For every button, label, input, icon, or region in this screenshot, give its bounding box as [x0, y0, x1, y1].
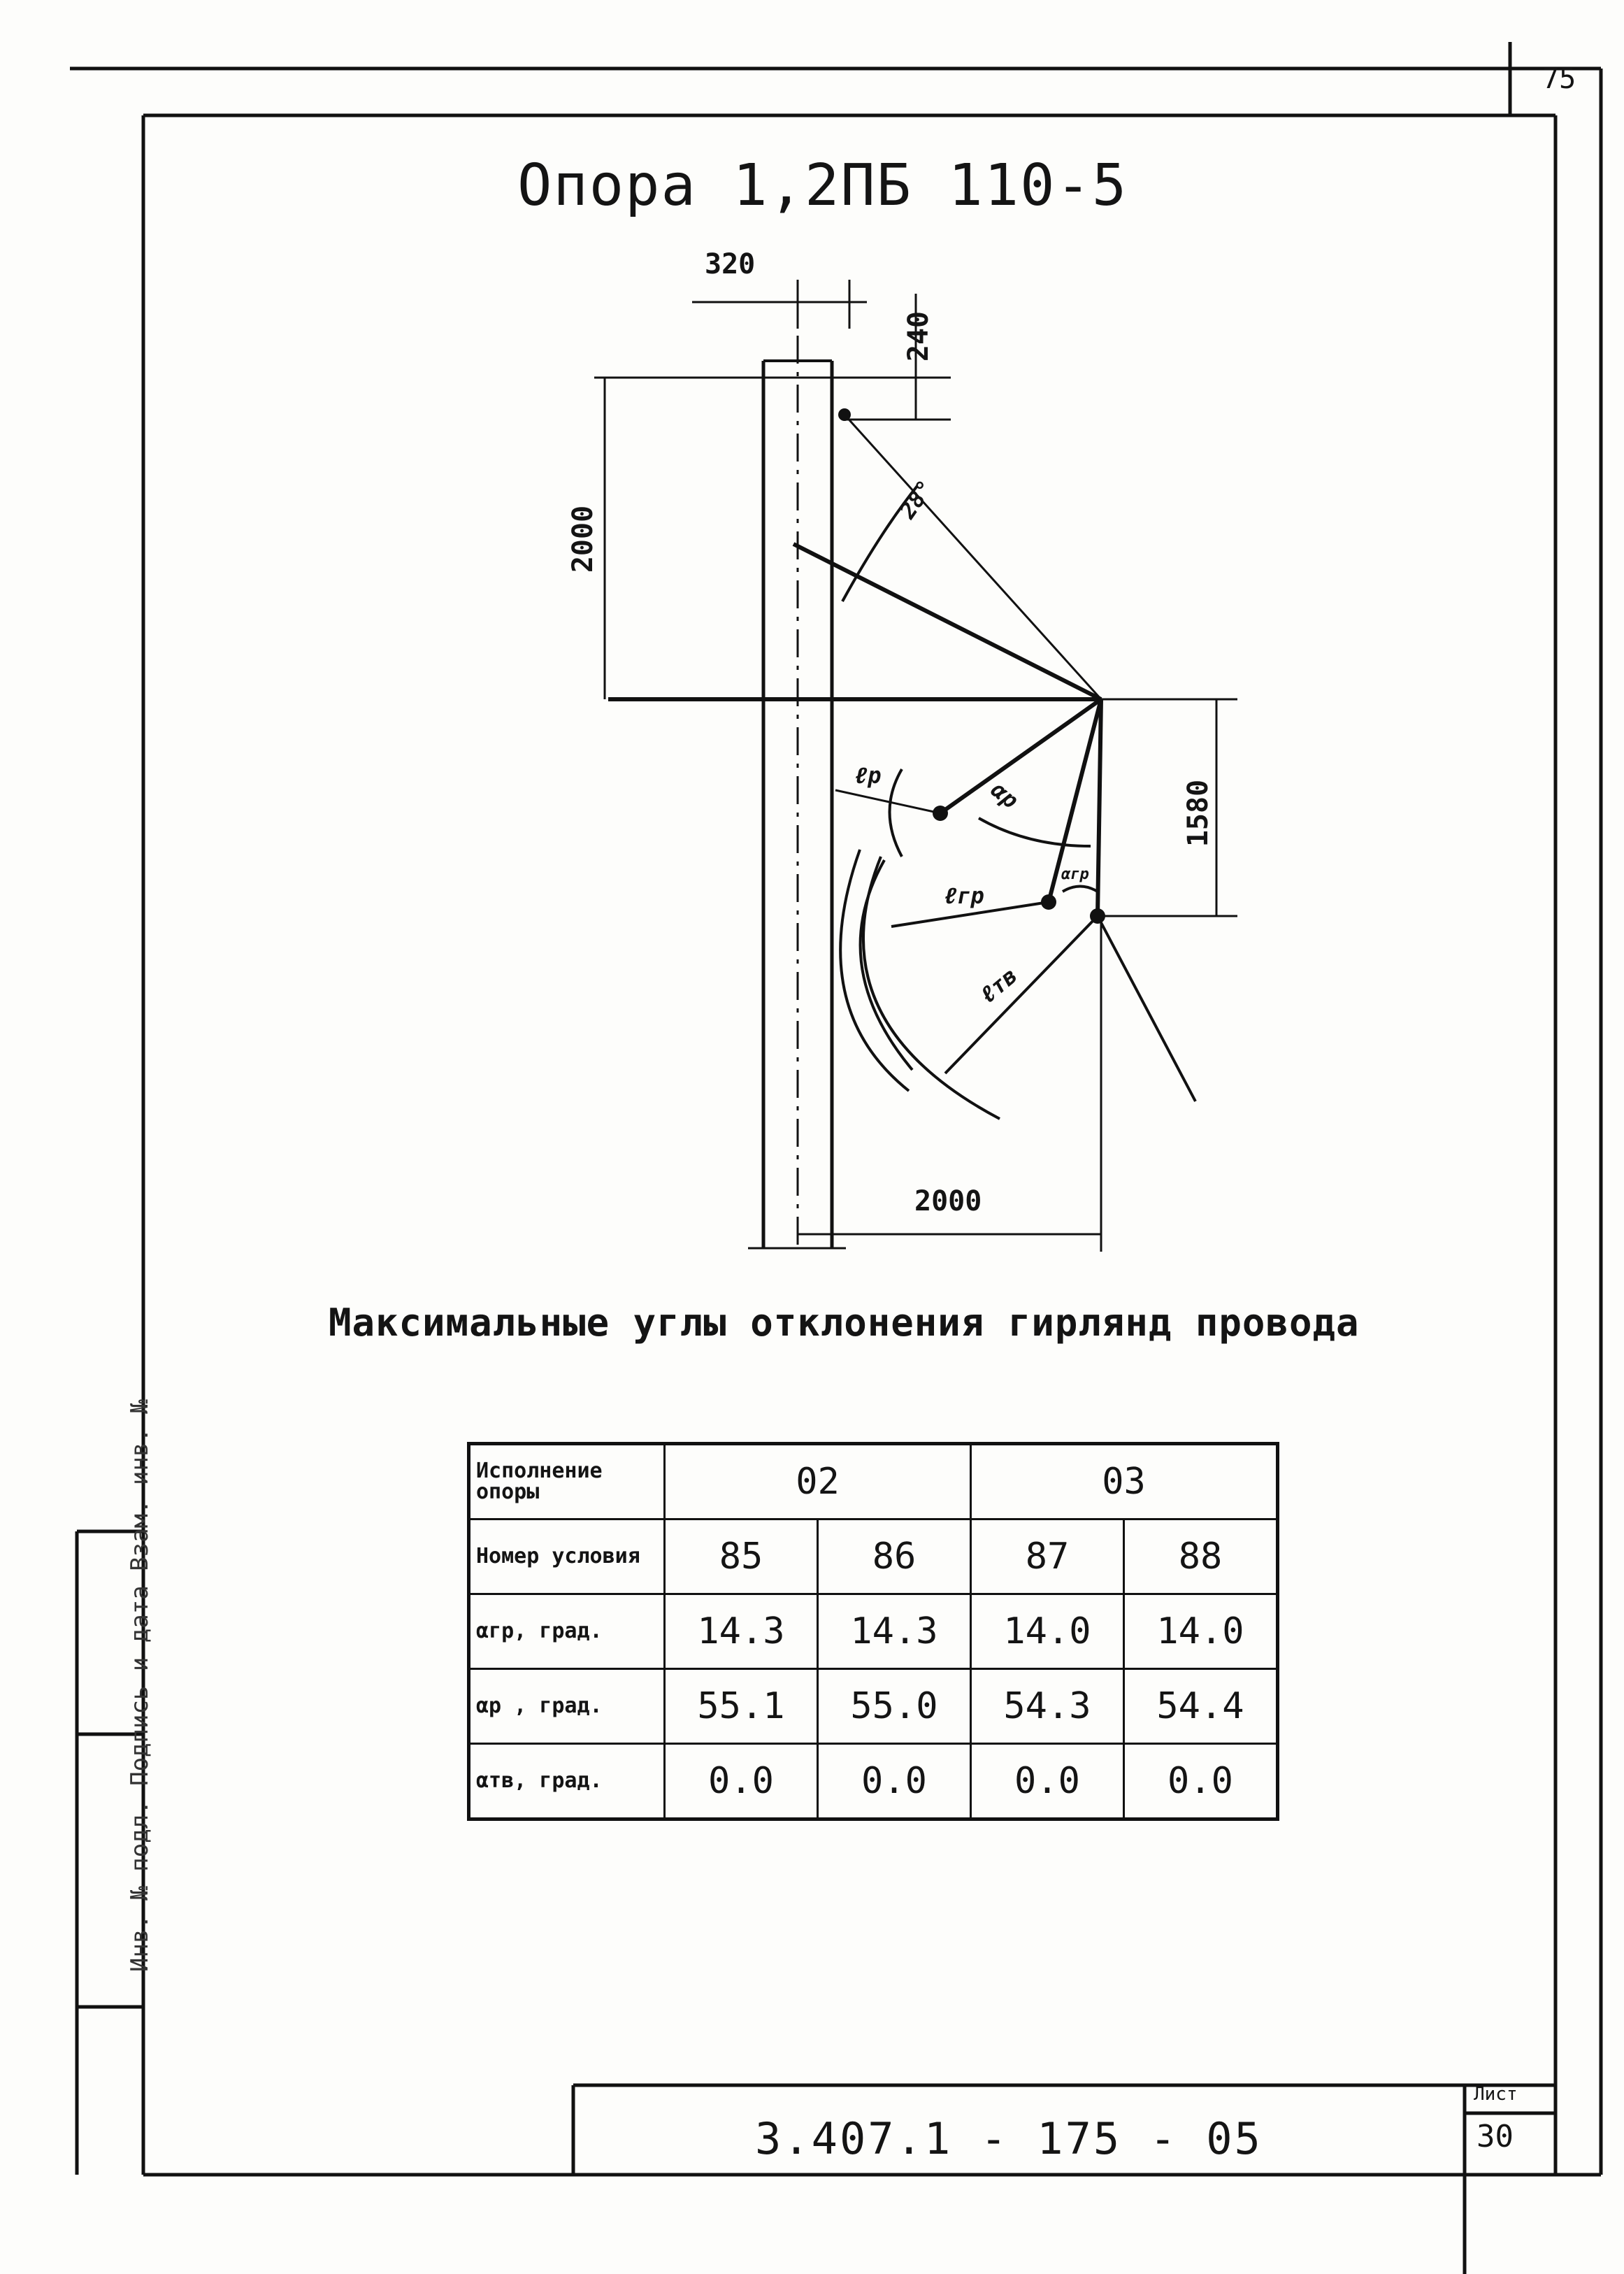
sheet-label: Лист — [1474, 2084, 1518, 2105]
deflection-angles-table — [467, 1442, 1279, 1821]
dimension-right-height: 1580 — [1182, 779, 1215, 848]
side-stamp: Инв. № подл. Подпись и дата Взам. инв. № — [126, 1399, 154, 1972]
table-row-header: Исполнение опоры — [469, 1444, 665, 1519]
dimension-top-offset: 240 — [903, 310, 935, 362]
drawing-title: Опора 1,2ПБ 110-5 — [517, 152, 1128, 219]
table-cell: 0.0 — [818, 1744, 971, 1819]
table-cell: 0.0 — [665, 1744, 818, 1819]
sheet-number: 30 — [1476, 2119, 1514, 2154]
table-cell: 55.0 — [818, 1669, 971, 1744]
angle-marker: 28° — [893, 475, 940, 524]
table-row-header: αр , град. — [469, 1669, 665, 1744]
label-alpha-p: αр — [986, 776, 1024, 814]
table-header-row — [469, 1444, 1278, 1519]
table-cell: 14.3 — [665, 1594, 818, 1669]
dimension-top-width: 320 — [705, 248, 756, 280]
table-cell: 86 — [818, 1519, 971, 1594]
table-cell: 14.0 — [971, 1594, 1124, 1669]
table-cell: 54.3 — [971, 1669, 1124, 1744]
label-alpha-gr: αгр — [1061, 866, 1089, 883]
table-group-header: 03 — [971, 1444, 1278, 1519]
table-row — [469, 1669, 1278, 1744]
label-r-p: ℓр — [854, 762, 882, 789]
table-caption: Максимальные углы отклонения гирлянд провода — [329, 1301, 1360, 1345]
table-group-header: 02 — [665, 1444, 971, 1519]
table-cell: 0.0 — [971, 1744, 1124, 1819]
table-row-header: αтв, град. — [469, 1744, 665, 1819]
table-row — [469, 1594, 1278, 1669]
table-cell: 55.1 — [665, 1669, 818, 1744]
table-row-header: αгр, град. — [469, 1594, 665, 1669]
table-cell: 54.4 — [1124, 1669, 1278, 1744]
document-number: 3.407.1 - 175 - 05 — [755, 2113, 1263, 2164]
table-cell: 14.3 — [818, 1594, 971, 1669]
table-cell: 0.0 — [1124, 1744, 1278, 1819]
table-cell: 87 — [971, 1519, 1124, 1594]
dimension-left-height: 2000 — [567, 505, 600, 573]
page-number: 75 — [1542, 63, 1576, 95]
table-row — [469, 1519, 1278, 1594]
table-row-header: Номер условия — [469, 1519, 665, 1594]
table-cell: 85 — [665, 1519, 818, 1594]
table-row — [469, 1744, 1278, 1819]
label-r-gr: ℓгр — [944, 882, 984, 909]
label-r-tb: ℓтв — [974, 962, 1023, 1009]
table-cell: 14.0 — [1124, 1594, 1278, 1669]
table-cell: 88 — [1124, 1519, 1278, 1594]
dimension-bottom-width: 2000 — [914, 1185, 982, 1217]
